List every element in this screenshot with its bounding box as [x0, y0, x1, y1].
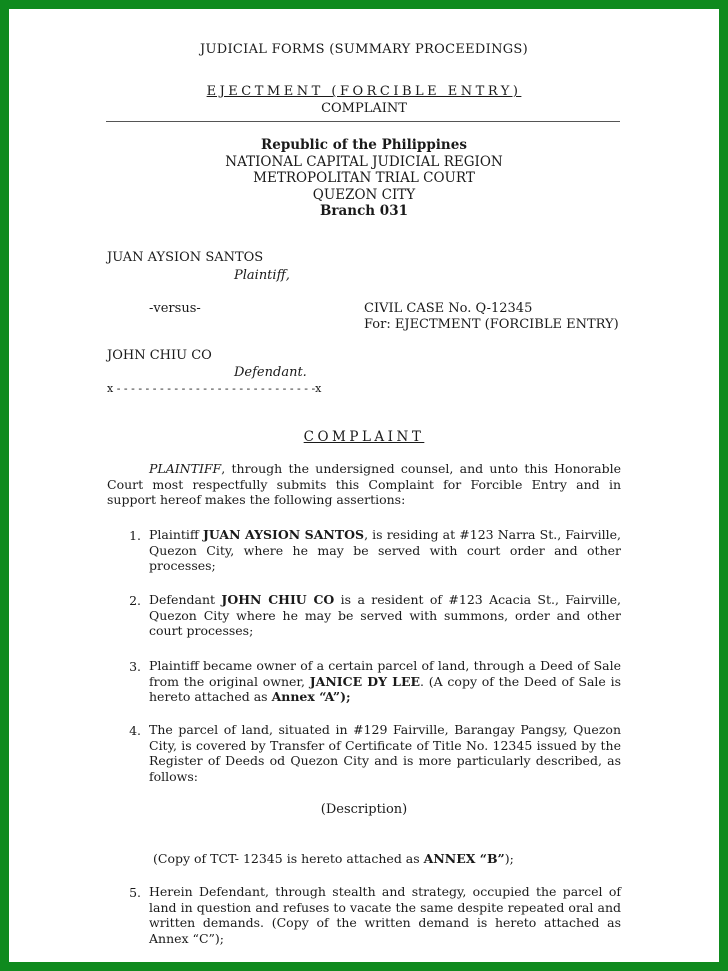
versus-label: -versus-	[149, 301, 201, 316]
list-item-4: The parcel of land, situated in #129 Fairville, Barangay Pangsy, Quezon City, is covered by Transfer of Certificate of Title No. 12345 issued by the Register of Deeds od Quezon City and is more particularly described, as follows:	[149, 722, 621, 785]
court-city: QUEZON CITY	[312, 186, 416, 203]
item-1-post: , is residing at #123 Narra St., Fairville, Quezon City, where he may be served with court order and other processes;	[149, 527, 621, 574]
tct-annex-note	[153, 851, 514, 866]
item-number-2: 2.	[129, 593, 141, 608]
item-2-bold: JOHN CHIU CO	[221, 592, 335, 607]
item-3-annex: Annex “A”);	[271, 689, 351, 705]
item-number-1: 1.	[129, 528, 141, 543]
court-republic: Republic of the Philippines	[261, 137, 467, 153]
case-type-heading	[9, 84, 719, 99]
complaint-title	[9, 429, 719, 445]
item-number-3: 3.	[129, 659, 141, 674]
list-item-1	[149, 527, 621, 574]
complaint-title-text: COMPLAINT	[303, 429, 425, 445]
intro-paragraph	[107, 461, 621, 508]
plaintiff-name: JUAN AYSION SANTOS	[107, 250, 264, 265]
form-type-heading: JUDICIAL FORMS (SUMMARY PROCEEDINGS)	[199, 42, 529, 57]
court-region: NATIONAL CAPITAL JUDICIAL REGION	[225, 153, 503, 170]
list-item-5: Herein Defendant, through stealth and strategy, occupied the parcel of land in question and refuses to vacate the same despite repeated oral and written demands. (Copy of the written demand is hereto attached as Annex “C”);	[149, 884, 621, 947]
case-for: For: EJECTMENT (FORCIBLE ENTRY)	[364, 317, 619, 332]
court-block	[9, 137, 719, 220]
case-type-text: EJECTMENT (FORCIBLE ENTRY)	[206, 84, 522, 99]
defendant-name: JOHN CHIU CO	[107, 348, 212, 363]
description-placeholder: (Description)	[320, 802, 408, 817]
intro-text: , through the undersigned counsel, and unto this Honorable Court most respectfully submits this Complaint for Forcible Entry and in support hereof makes the following assertions:	[107, 461, 621, 508]
court-name: METROPOLITAN TRIAL COURT	[253, 170, 475, 186]
list-item-3	[149, 658, 621, 705]
plaintiff-role: Plaintiff,	[234, 268, 290, 283]
caption-divider: x - - - - - - - - - - - - - - - - - - - - - - - - - - - -x	[107, 382, 322, 395]
item-3-post: . (A copy of the Deed of Sale is hereto attached as	[149, 673, 621, 705]
item-1-pre: Plaintiff	[149, 527, 203, 542]
court-branch: Branch 031	[319, 203, 408, 219]
item-2-post: is a resident of #123 Acacia St., Fairville, Quezon City where he may be served with summons, order and other court processes;	[149, 592, 622, 639]
tct-post: );	[504, 851, 514, 866]
item-3-bold: JANICE DY LEE	[309, 673, 421, 689]
tct-annex-label: ANNEX “B”	[423, 851, 505, 866]
item-number-4: 4.	[129, 723, 141, 738]
item-number-5: 5.	[129, 885, 141, 900]
item-3-pre: Plaintiff became owner of a certain parcel of land, through a Deed of Sale from the original owner,	[149, 658, 621, 689]
tct-pre: (Copy of TCT- 12345 is hereto attached as	[153, 851, 424, 866]
list-item-2	[149, 592, 621, 639]
header-rule	[106, 121, 620, 122]
document-type-heading: COMPLAINT	[321, 101, 407, 116]
item-2-pre: Defendant	[149, 592, 222, 607]
defendant-role: Defendant.	[234, 365, 307, 380]
intro-plaintiff: PLAINTIFF	[149, 461, 222, 476]
document-page	[9, 9, 719, 962]
case-number: CIVIL CASE No. Q-12345	[364, 301, 533, 316]
item-1-bold: JUAN AYSION SANTOS	[202, 527, 365, 542]
